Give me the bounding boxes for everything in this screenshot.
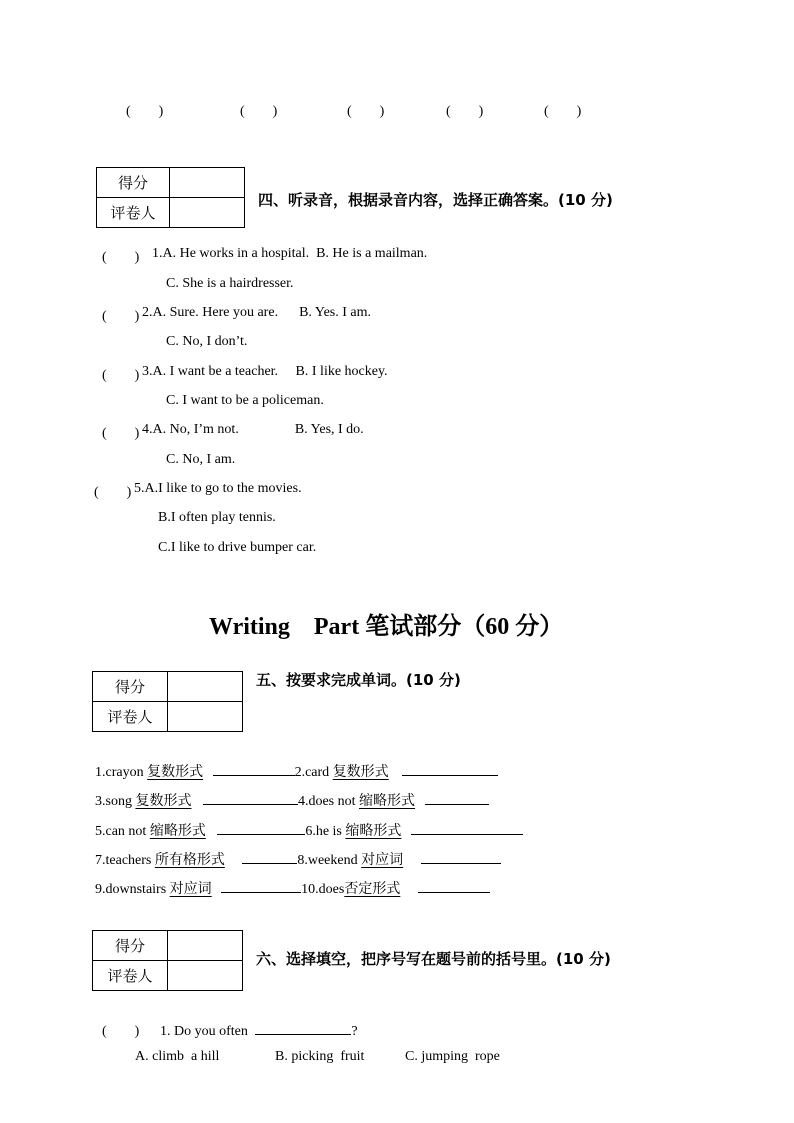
answer-blank[interactable] <box>221 878 301 893</box>
answer-paren: ( ) <box>446 104 484 119</box>
word: 10.does <box>301 882 345 897</box>
score-box <box>92 671 243 732</box>
answer-paren: ( ) <box>347 104 385 119</box>
section5-heading: 五、按要求完成单词。(10 分) <box>256 671 461 689</box>
question-option: C.I like to drive bumper car. <box>158 540 317 555</box>
word: 3.song <box>95 794 132 809</box>
score-label: 得分 <box>93 672 168 702</box>
answer-paren: ( ) <box>102 250 140 265</box>
word-row <box>95 878 490 898</box>
requirement: 复数形式 <box>147 765 204 780</box>
word-row <box>95 790 489 810</box>
grader-cell <box>168 702 243 732</box>
question-option: C. No, I don’t. <box>166 334 248 349</box>
answer-blank[interactable] <box>421 849 501 864</box>
requirement: 缩略形式 <box>359 794 416 809</box>
word: 8.weekend <box>297 853 358 868</box>
question-line: 5.A.I like to go to the movies. <box>134 481 302 496</box>
requirement: 所有格形式 <box>154 853 225 868</box>
word: 9.downstairs <box>95 882 167 897</box>
question-option: B.I often play tennis. <box>158 510 276 525</box>
answer-paren: ( ) <box>102 426 140 441</box>
answer-paren: ( ) <box>102 309 140 324</box>
answer-blank[interactable] <box>402 761 498 776</box>
requirement: 否定形式 <box>344 882 401 897</box>
question-option: C. She is a hairdresser. <box>166 276 294 291</box>
question-line: 2.A. Sure. Here you are. B. Yes. I am. <box>142 305 372 320</box>
requirement: 复数形式 <box>332 765 389 780</box>
word: 5.can not <box>95 824 147 839</box>
grader-label: 评卷人 <box>97 198 170 228</box>
score-label: 得分 <box>97 168 170 198</box>
requirement: 对应词 <box>361 853 404 868</box>
word: 1.crayon <box>95 765 144 780</box>
section6-heading: 六、选择填空，把序号写在题号前的括号里。(10 分) <box>256 950 611 968</box>
grader-cell <box>168 961 243 991</box>
grader-label: 评卷人 <box>93 961 168 991</box>
question-end: ? <box>351 1024 358 1039</box>
question-text: 1. Do you often <box>160 1024 248 1039</box>
question-option: C. jumping rope <box>405 1049 500 1064</box>
question-option: B. picking fruit <box>275 1049 365 1064</box>
word-row <box>95 761 498 781</box>
requirement: 对应词 <box>169 882 212 897</box>
answer-blank[interactable] <box>203 790 298 805</box>
answer-paren: ( ) <box>544 104 582 119</box>
grader-cell <box>170 198 245 228</box>
question-line: 1.A. He works in a hospital. B. He is a mailman. <box>152 246 428 261</box>
question-option: C. No, I am. <box>166 452 236 467</box>
answer-paren: ( ) <box>126 104 164 119</box>
answer-paren: ( ) <box>94 485 132 500</box>
word: 4.does not <box>297 794 356 809</box>
answer-paren: ( ) <box>240 104 278 119</box>
answer-paren: ( ) <box>102 368 140 383</box>
score-box <box>92 930 243 991</box>
question-option: C. I want to be a policeman. <box>166 393 324 408</box>
word: 6.he is <box>305 824 342 839</box>
question-line: 4.A. No, I’m not. B. Yes, I do. <box>142 422 364 437</box>
score-cell <box>168 931 243 961</box>
score-cell <box>168 672 243 702</box>
question-option: A. climb a hill <box>135 1049 220 1064</box>
page-title: Writing Part 笔试部分（60 分） <box>209 614 564 640</box>
score-label: 得分 <box>93 931 168 961</box>
answer-blank[interactable] <box>213 761 295 776</box>
requirement: 复数形式 <box>135 794 192 809</box>
answer-paren: ( ) <box>102 1024 140 1039</box>
score-cell <box>170 168 245 198</box>
answer-blank[interactable] <box>217 820 305 835</box>
word: 7.teachers <box>95 853 152 868</box>
question-line <box>160 1020 358 1040</box>
word-row <box>95 849 501 869</box>
grader-label: 评卷人 <box>93 702 168 732</box>
section4-heading: 四、听录音，根据录音内容，选择正确答案。(10 分) <box>258 191 613 209</box>
requirement: 缩略形式 <box>149 824 206 839</box>
question-line: 3.A. I want be a teacher. B. I like hockey. <box>142 364 388 379</box>
answer-blank[interactable] <box>411 820 523 835</box>
word-row <box>95 820 523 840</box>
score-box <box>96 167 245 228</box>
answer-blank[interactable] <box>242 849 297 864</box>
requirement: 缩略形式 <box>345 824 402 839</box>
word: 2.card <box>294 765 330 780</box>
answer-blank[interactable] <box>255 1020 351 1035</box>
answer-blank[interactable] <box>425 790 489 805</box>
answer-blank[interactable] <box>418 878 490 893</box>
